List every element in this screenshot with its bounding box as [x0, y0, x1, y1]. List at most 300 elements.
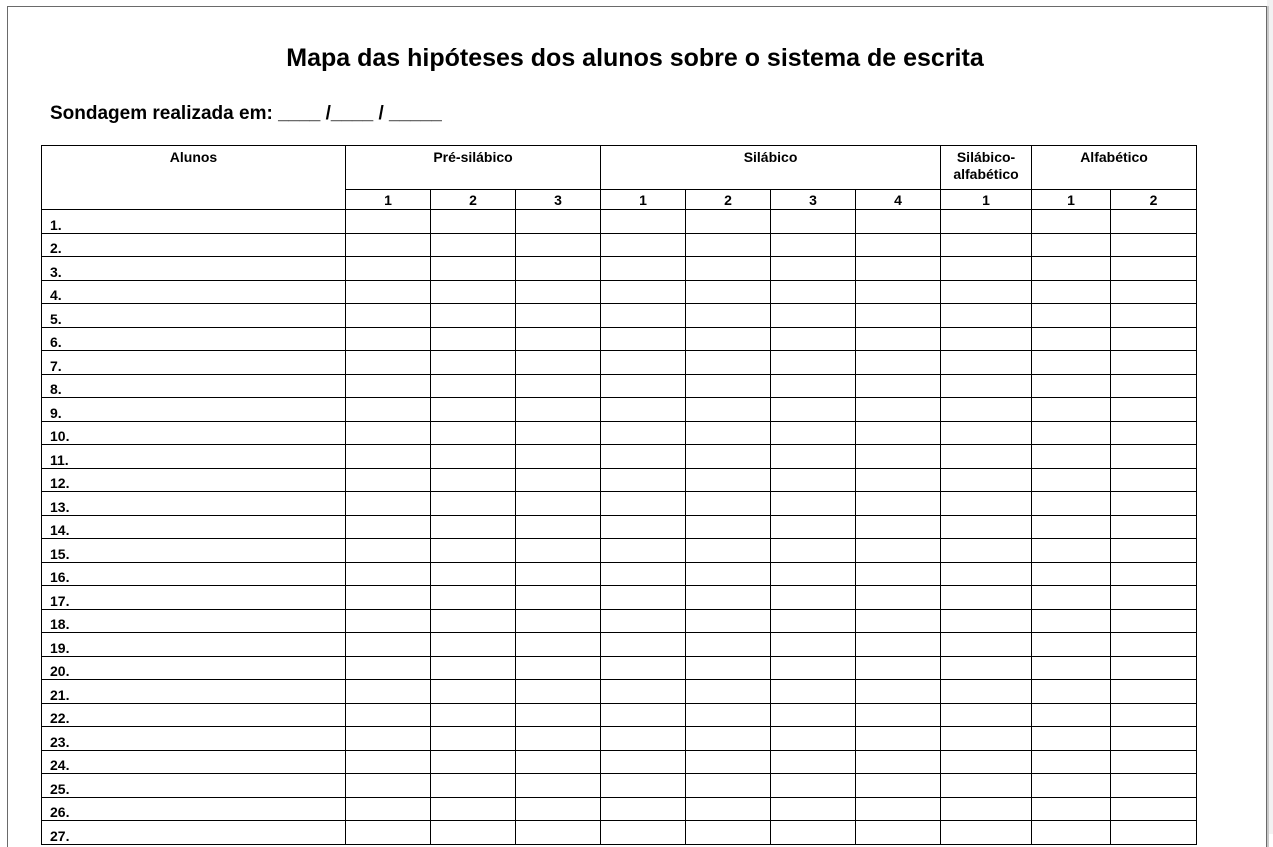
table-cell[interactable]	[1032, 750, 1111, 774]
table-cell[interactable]	[346, 727, 431, 751]
table-cell[interactable]	[431, 680, 516, 704]
table-cell[interactable]	[431, 351, 516, 375]
student-row-number[interactable]: 26.	[42, 797, 346, 821]
table-cell[interactable]	[1032, 797, 1111, 821]
table-cell[interactable]	[941, 257, 1032, 281]
table-cell[interactable]	[431, 421, 516, 445]
table-cell[interactable]	[601, 633, 686, 657]
table-cell[interactable]	[771, 609, 856, 633]
table-cell[interactable]	[601, 304, 686, 328]
table-cell[interactable]	[601, 539, 686, 563]
subheader-silabico-3: 3	[771, 190, 856, 210]
table-cell[interactable]	[601, 233, 686, 257]
table-cell[interactable]	[771, 727, 856, 751]
table-cell[interactable]	[856, 280, 941, 304]
table-cell[interactable]	[1111, 398, 1197, 422]
table-cell[interactable]	[856, 680, 941, 704]
table-cell[interactable]	[516, 539, 601, 563]
table-cell[interactable]	[771, 233, 856, 257]
table-cell[interactable]	[431, 468, 516, 492]
table-cell[interactable]	[941, 327, 1032, 351]
table-cell[interactable]	[941, 210, 1032, 234]
table-cell[interactable]	[431, 327, 516, 351]
table-cell[interactable]	[941, 351, 1032, 375]
table-cell[interactable]	[601, 468, 686, 492]
table-cell[interactable]	[601, 797, 686, 821]
table-cell[interactable]	[1111, 327, 1197, 351]
table-cell[interactable]	[1111, 774, 1197, 798]
table-cell[interactable]	[771, 774, 856, 798]
table-cell[interactable]	[771, 445, 856, 469]
table-cell[interactable]	[856, 374, 941, 398]
table-cell[interactable]	[1111, 750, 1197, 774]
table-cell[interactable]	[601, 609, 686, 633]
table-cell[interactable]	[346, 233, 431, 257]
table-cell[interactable]	[771, 656, 856, 680]
table-cell[interactable]	[516, 609, 601, 633]
table-cell[interactable]	[1111, 304, 1197, 328]
table-cell[interactable]	[856, 797, 941, 821]
table-cell[interactable]	[686, 421, 771, 445]
table-cell[interactable]	[601, 210, 686, 234]
table-cell[interactable]	[686, 633, 771, 657]
table-cell[interactable]	[856, 351, 941, 375]
table-cell[interactable]	[346, 280, 431, 304]
table-cell[interactable]	[516, 633, 601, 657]
student-row-number[interactable]: 12.	[42, 468, 346, 492]
student-row-number[interactable]: 22.	[42, 703, 346, 727]
table-cell[interactable]	[601, 351, 686, 375]
table-cell[interactable]	[941, 703, 1032, 727]
table-cell[interactable]	[1032, 327, 1111, 351]
student-row-number[interactable]: 2.	[42, 233, 346, 257]
table-cell[interactable]	[856, 515, 941, 539]
student-row-number[interactable]: 19.	[42, 633, 346, 657]
table-cell[interactable]	[1111, 727, 1197, 751]
table-cell[interactable]	[856, 656, 941, 680]
table-cell[interactable]	[431, 257, 516, 281]
table-cell[interactable]	[431, 797, 516, 821]
table-cell[interactable]	[516, 445, 601, 469]
table-cell[interactable]	[346, 680, 431, 704]
table-cell[interactable]	[346, 539, 431, 563]
table-cell[interactable]	[516, 703, 601, 727]
table-cell[interactable]	[431, 562, 516, 586]
table-cell[interactable]	[771, 562, 856, 586]
table-cell[interactable]	[686, 445, 771, 469]
table-cell[interactable]	[1032, 609, 1111, 633]
student-row-number[interactable]: 9.	[42, 398, 346, 422]
table-cell[interactable]	[686, 398, 771, 422]
table-cell[interactable]	[1032, 656, 1111, 680]
table-cell[interactable]	[771, 374, 856, 398]
table-cell[interactable]	[1032, 703, 1111, 727]
student-row-number[interactable]: 16.	[42, 562, 346, 586]
table-cell[interactable]	[1111, 445, 1197, 469]
table-cell[interactable]	[686, 562, 771, 586]
student-row-number[interactable]: 7.	[42, 351, 346, 375]
table-cell[interactable]	[431, 492, 516, 516]
table-cell[interactable]	[686, 468, 771, 492]
table-cell[interactable]	[516, 774, 601, 798]
table-cell[interactable]	[601, 562, 686, 586]
table-cell[interactable]	[431, 750, 516, 774]
table-cell[interactable]	[856, 445, 941, 469]
table-cell[interactable]	[1032, 257, 1111, 281]
table-cell[interactable]	[601, 821, 686, 845]
table-cell[interactable]	[516, 821, 601, 845]
table-cell[interactable]	[686, 609, 771, 633]
student-row-number[interactable]: 13.	[42, 492, 346, 516]
table-cell[interactable]	[1111, 257, 1197, 281]
table-cell[interactable]	[686, 680, 771, 704]
table-row	[42, 421, 1197, 445]
student-row-number[interactable]: 20.	[42, 656, 346, 680]
table-cell[interactable]	[856, 304, 941, 328]
table-cell[interactable]	[1032, 468, 1111, 492]
table-cell[interactable]	[856, 327, 941, 351]
table-cell[interactable]	[346, 562, 431, 586]
table-cell[interactable]	[771, 515, 856, 539]
table-cell[interactable]	[941, 421, 1032, 445]
table-cell[interactable]	[1111, 656, 1197, 680]
table-cell[interactable]	[1111, 633, 1197, 657]
table-cell[interactable]	[941, 445, 1032, 469]
table-cell[interactable]	[516, 727, 601, 751]
table-cell[interactable]	[1111, 797, 1197, 821]
table-cell[interactable]	[431, 539, 516, 563]
table-cell[interactable]	[941, 633, 1032, 657]
table-cell[interactable]	[431, 280, 516, 304]
table-cell[interactable]	[516, 750, 601, 774]
table-cell[interactable]	[346, 327, 431, 351]
table-cell[interactable]	[516, 233, 601, 257]
table-cell[interactable]	[346, 492, 431, 516]
table-cell[interactable]	[516, 351, 601, 375]
table-cell[interactable]	[771, 703, 856, 727]
student-row-number[interactable]: 25.	[42, 774, 346, 798]
table-cell[interactable]	[346, 656, 431, 680]
table-cell[interactable]	[1032, 492, 1111, 516]
table-cell[interactable]	[856, 821, 941, 845]
table-cell[interactable]	[686, 304, 771, 328]
table-cell[interactable]	[431, 304, 516, 328]
student-row-number[interactable]: 5.	[42, 304, 346, 328]
table-cell[interactable]	[941, 304, 1032, 328]
table-cell[interactable]	[601, 445, 686, 469]
table-cell[interactable]	[856, 750, 941, 774]
table-cell[interactable]	[1111, 515, 1197, 539]
table-cell[interactable]	[1032, 586, 1111, 610]
table-cell[interactable]	[431, 774, 516, 798]
table-cell[interactable]	[941, 515, 1032, 539]
table-cell[interactable]	[941, 750, 1032, 774]
table-cell[interactable]	[346, 210, 431, 234]
table-cell[interactable]	[771, 351, 856, 375]
table-cell[interactable]	[686, 210, 771, 234]
table-cell[interactable]	[1111, 703, 1197, 727]
table-cell[interactable]	[346, 821, 431, 845]
table-cell[interactable]	[771, 539, 856, 563]
table-cell[interactable]	[516, 468, 601, 492]
student-row-number[interactable]: 24.	[42, 750, 346, 774]
table-cell[interactable]	[601, 421, 686, 445]
table-cell[interactable]	[771, 492, 856, 516]
table-cell[interactable]	[941, 727, 1032, 751]
table-cell[interactable]	[941, 398, 1032, 422]
student-row-number[interactable]: 1.	[42, 210, 346, 234]
table-cell[interactable]	[516, 656, 601, 680]
table-cell[interactable]	[686, 797, 771, 821]
table-cell[interactable]	[601, 703, 686, 727]
table-cell[interactable]	[1111, 821, 1197, 845]
table-cell[interactable]	[516, 492, 601, 516]
table-cell[interactable]	[346, 703, 431, 727]
table-cell[interactable]	[1111, 468, 1197, 492]
table-cell[interactable]	[1111, 210, 1197, 234]
table-cell[interactable]	[346, 257, 431, 281]
table-cell[interactable]	[346, 374, 431, 398]
table-cell[interactable]	[1032, 539, 1111, 563]
table-cell[interactable]	[856, 257, 941, 281]
table-cell[interactable]	[601, 680, 686, 704]
table-cell[interactable]	[941, 468, 1032, 492]
table-cell[interactable]	[771, 821, 856, 845]
table-cell[interactable]	[856, 492, 941, 516]
table-cell[interactable]	[771, 327, 856, 351]
table-cell[interactable]	[601, 280, 686, 304]
table-cell[interactable]	[1032, 280, 1111, 304]
table-cell[interactable]	[516, 304, 601, 328]
table-cell[interactable]	[1111, 680, 1197, 704]
table-cell[interactable]	[771, 398, 856, 422]
table-cell[interactable]	[431, 609, 516, 633]
table-cell[interactable]	[1032, 374, 1111, 398]
table-cell[interactable]	[1111, 586, 1197, 610]
table-cell[interactable]	[941, 797, 1032, 821]
table-cell[interactable]	[346, 445, 431, 469]
table-cell[interactable]	[856, 210, 941, 234]
table-cell[interactable]	[516, 374, 601, 398]
table-cell[interactable]	[1032, 445, 1111, 469]
table-cell[interactable]	[431, 374, 516, 398]
table-cell[interactable]	[856, 633, 941, 657]
table-cell[interactable]	[856, 703, 941, 727]
student-row-number[interactable]: 14.	[42, 515, 346, 539]
table-cell[interactable]	[771, 633, 856, 657]
table-cell[interactable]	[601, 656, 686, 680]
table-cell[interactable]	[346, 515, 431, 539]
table-row	[42, 633, 1197, 657]
table-cell[interactable]	[601, 586, 686, 610]
table-cell[interactable]	[431, 727, 516, 751]
table-cell[interactable]	[1032, 821, 1111, 845]
table-cell[interactable]	[1111, 280, 1197, 304]
table-cell[interactable]	[431, 233, 516, 257]
table-cell[interactable]	[601, 374, 686, 398]
student-row-number[interactable]: 3.	[42, 257, 346, 281]
table-cell[interactable]	[941, 280, 1032, 304]
table-cell[interactable]	[941, 586, 1032, 610]
student-row-number[interactable]: 21.	[42, 680, 346, 704]
table-cell[interactable]	[601, 398, 686, 422]
table-cell[interactable]	[346, 797, 431, 821]
table-cell[interactable]	[686, 727, 771, 751]
table-cell[interactable]	[601, 515, 686, 539]
table-cell[interactable]	[431, 210, 516, 234]
student-row-number[interactable]: 11.	[42, 445, 346, 469]
table-cell[interactable]	[686, 327, 771, 351]
table-cell[interactable]	[1032, 421, 1111, 445]
table-cell[interactable]	[516, 280, 601, 304]
table-cell[interactable]	[1032, 210, 1111, 234]
table-cell[interactable]	[346, 750, 431, 774]
table-cell[interactable]	[516, 398, 601, 422]
table-cell[interactable]	[1111, 421, 1197, 445]
table-cell[interactable]	[771, 210, 856, 234]
table-cell[interactable]	[686, 703, 771, 727]
table-cell[interactable]	[516, 797, 601, 821]
table-cell[interactable]	[1032, 562, 1111, 586]
table-cell[interactable]	[1032, 304, 1111, 328]
table-cell[interactable]	[1111, 539, 1197, 563]
table-cell[interactable]	[1111, 374, 1197, 398]
table-cell[interactable]	[431, 656, 516, 680]
table-cell[interactable]	[686, 821, 771, 845]
table-cell[interactable]	[686, 515, 771, 539]
table-cell[interactable]	[516, 327, 601, 351]
table-cell[interactable]	[686, 656, 771, 680]
table-cell[interactable]	[686, 374, 771, 398]
table-cell[interactable]	[601, 327, 686, 351]
table-cell[interactable]	[431, 445, 516, 469]
table-cell[interactable]	[856, 421, 941, 445]
table-cell[interactable]	[601, 257, 686, 281]
table-cell[interactable]	[686, 280, 771, 304]
student-row-number[interactable]: 8.	[42, 374, 346, 398]
table-cell[interactable]	[1032, 633, 1111, 657]
student-row-number[interactable]: 6.	[42, 327, 346, 351]
table-cell[interactable]	[686, 774, 771, 798]
table-cell[interactable]	[856, 539, 941, 563]
table-cell[interactable]	[1032, 398, 1111, 422]
table-cell[interactable]	[1111, 233, 1197, 257]
table-cell[interactable]	[601, 774, 686, 798]
table-cell[interactable]	[1111, 351, 1197, 375]
table-cell[interactable]	[686, 492, 771, 516]
student-row-number[interactable]: 4.	[42, 280, 346, 304]
table-cell[interactable]	[941, 233, 1032, 257]
table-cell[interactable]	[1111, 562, 1197, 586]
table-cell[interactable]	[601, 727, 686, 751]
table-cell[interactable]	[346, 633, 431, 657]
student-row-number[interactable]: 27.	[42, 821, 346, 845]
table-cell[interactable]	[1032, 351, 1111, 375]
table-cell[interactable]	[941, 374, 1032, 398]
table-cell[interactable]	[516, 421, 601, 445]
table-cell[interactable]	[686, 257, 771, 281]
table-cell[interactable]	[431, 586, 516, 610]
table-cell[interactable]	[346, 468, 431, 492]
table-cell[interactable]	[856, 774, 941, 798]
table-cell[interactable]	[771, 421, 856, 445]
table-cell[interactable]	[431, 821, 516, 845]
table-cell[interactable]	[856, 586, 941, 610]
table-cell[interactable]	[1111, 492, 1197, 516]
table-cell[interactable]	[431, 515, 516, 539]
table-cell[interactable]	[941, 680, 1032, 704]
table-cell[interactable]	[516, 210, 601, 234]
table-cell[interactable]	[1032, 727, 1111, 751]
student-row-number[interactable]: 17.	[42, 586, 346, 610]
table-cell[interactable]	[346, 351, 431, 375]
table-cell[interactable]	[346, 398, 431, 422]
table-cell[interactable]	[686, 233, 771, 257]
table-cell[interactable]	[431, 703, 516, 727]
table-cell[interactable]	[1032, 680, 1111, 704]
table-cell[interactable]	[1032, 233, 1111, 257]
table-cell[interactable]	[856, 468, 941, 492]
table-cell[interactable]	[941, 492, 1032, 516]
table-cell[interactable]	[1032, 515, 1111, 539]
table-cell[interactable]	[856, 727, 941, 751]
table-cell[interactable]	[346, 421, 431, 445]
table-cell[interactable]	[601, 750, 686, 774]
student-row-number[interactable]: 18.	[42, 609, 346, 633]
table-cell[interactable]	[516, 586, 601, 610]
student-row-number[interactable]: 15.	[42, 539, 346, 563]
table-cell[interactable]	[941, 562, 1032, 586]
table-cell[interactable]	[941, 821, 1032, 845]
table-cell[interactable]	[856, 562, 941, 586]
table-cell[interactable]	[941, 656, 1032, 680]
table-cell[interactable]	[431, 633, 516, 657]
student-row-number[interactable]: 23.	[42, 727, 346, 751]
table-cell[interactable]	[771, 304, 856, 328]
table-cell[interactable]	[686, 539, 771, 563]
table-cell[interactable]	[601, 492, 686, 516]
table-cell[interactable]	[346, 609, 431, 633]
table-cell[interactable]	[516, 515, 601, 539]
table-cell[interactable]	[771, 280, 856, 304]
table-cell[interactable]	[346, 774, 431, 798]
table-cell[interactable]	[431, 398, 516, 422]
student-row-number[interactable]: 10.	[42, 421, 346, 445]
table-cell[interactable]	[516, 562, 601, 586]
table-cell[interactable]	[856, 233, 941, 257]
table-cell[interactable]	[1032, 774, 1111, 798]
table-cell[interactable]	[771, 797, 856, 821]
table-cell[interactable]	[856, 609, 941, 633]
table-cell[interactable]	[686, 351, 771, 375]
table-cell[interactable]	[516, 680, 601, 704]
table-cell[interactable]	[516, 257, 601, 281]
table-cell[interactable]	[771, 586, 856, 610]
table-cell[interactable]	[941, 774, 1032, 798]
table-cell[interactable]	[1111, 609, 1197, 633]
table-cell[interactable]	[686, 750, 771, 774]
table-cell[interactable]	[346, 304, 431, 328]
table-cell[interactable]	[771, 468, 856, 492]
table-cell[interactable]	[771, 257, 856, 281]
table-cell[interactable]	[941, 609, 1032, 633]
table-cell[interactable]	[346, 586, 431, 610]
table-cell[interactable]	[771, 680, 856, 704]
table-cell[interactable]	[771, 750, 856, 774]
table-cell[interactable]	[686, 586, 771, 610]
table-cell[interactable]	[856, 398, 941, 422]
table-cell[interactable]	[941, 539, 1032, 563]
